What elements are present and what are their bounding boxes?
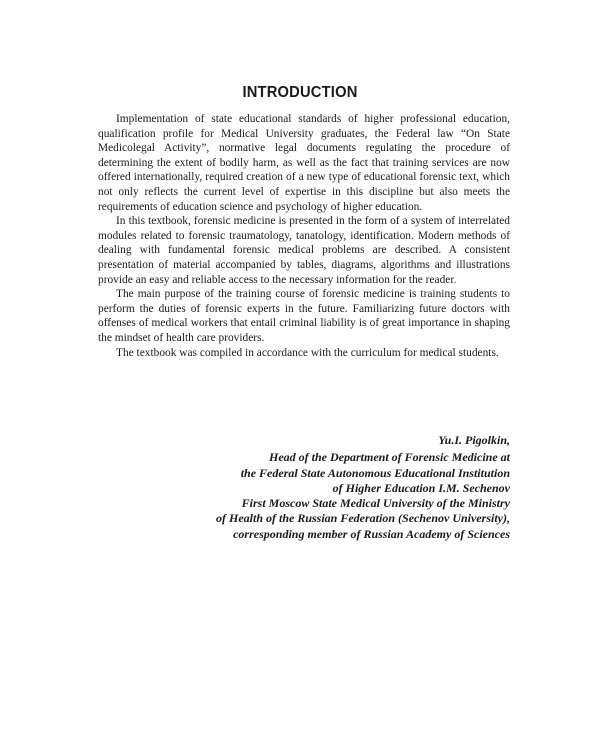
author-title-line: of Higher Education I.M. Sechenov [332,480,510,495]
author-signature [90,433,510,542]
introduction-body [98,112,510,360]
author-title-line: of Health of the Russian Federation (Sechenov University), [216,511,510,526]
author-title-line: the Federal State Autonomous Educational Institution [240,465,510,480]
author-title-line: corresponding member of Russian Academy of Sciences [233,526,510,541]
paragraph-2: In this textbook, forensic medicine is presented in the form of a system of interrelated modules related to forensic traumatology, tanatology, identification. Modern methods of dealing with fundamental forensic medical problems are described. A consistent presentation of material accompanied by tables, diagrams, algorithms and illustrations provide an easy and reliable access to the necessary information for the reader. [98,215,510,286]
author-title-line: First Moscow State Medical University of the Ministry [241,496,510,511]
paragraph-3: The main purpose of the training course of forensic medicine is training students to perform the duties of forensic experts in the future. Familiarizing future doctors with offenses of medical workers that entail criminal liability is of great importance in shaping the mindset of health care providers. [98,288,510,344]
paragraph-4: The textbook was compiled in accordance with the curriculum for medical students. [116,346,499,359]
page-title: INTRODUCTION [242,84,358,101]
paragraph-1: Implementation of state educational standards of higher professional education, qualification profile for Medical University graduates, the Federal law “On State Medicolegal Activity”, normative legal documents regulating the procedure of determining the extent of bodily harm, as well as the fact that training services are now offered internationally, required creation of a new type of educational forensic text, which not only reflects the current level of expertise in this discipline but also meets the requirements of education science and psychology of higher education. [98,113,510,213]
author-name: Yu.I. Pigolkin, [438,433,510,447]
author-title-line: Head of the Department of Forensic Medicine at [269,450,510,465]
